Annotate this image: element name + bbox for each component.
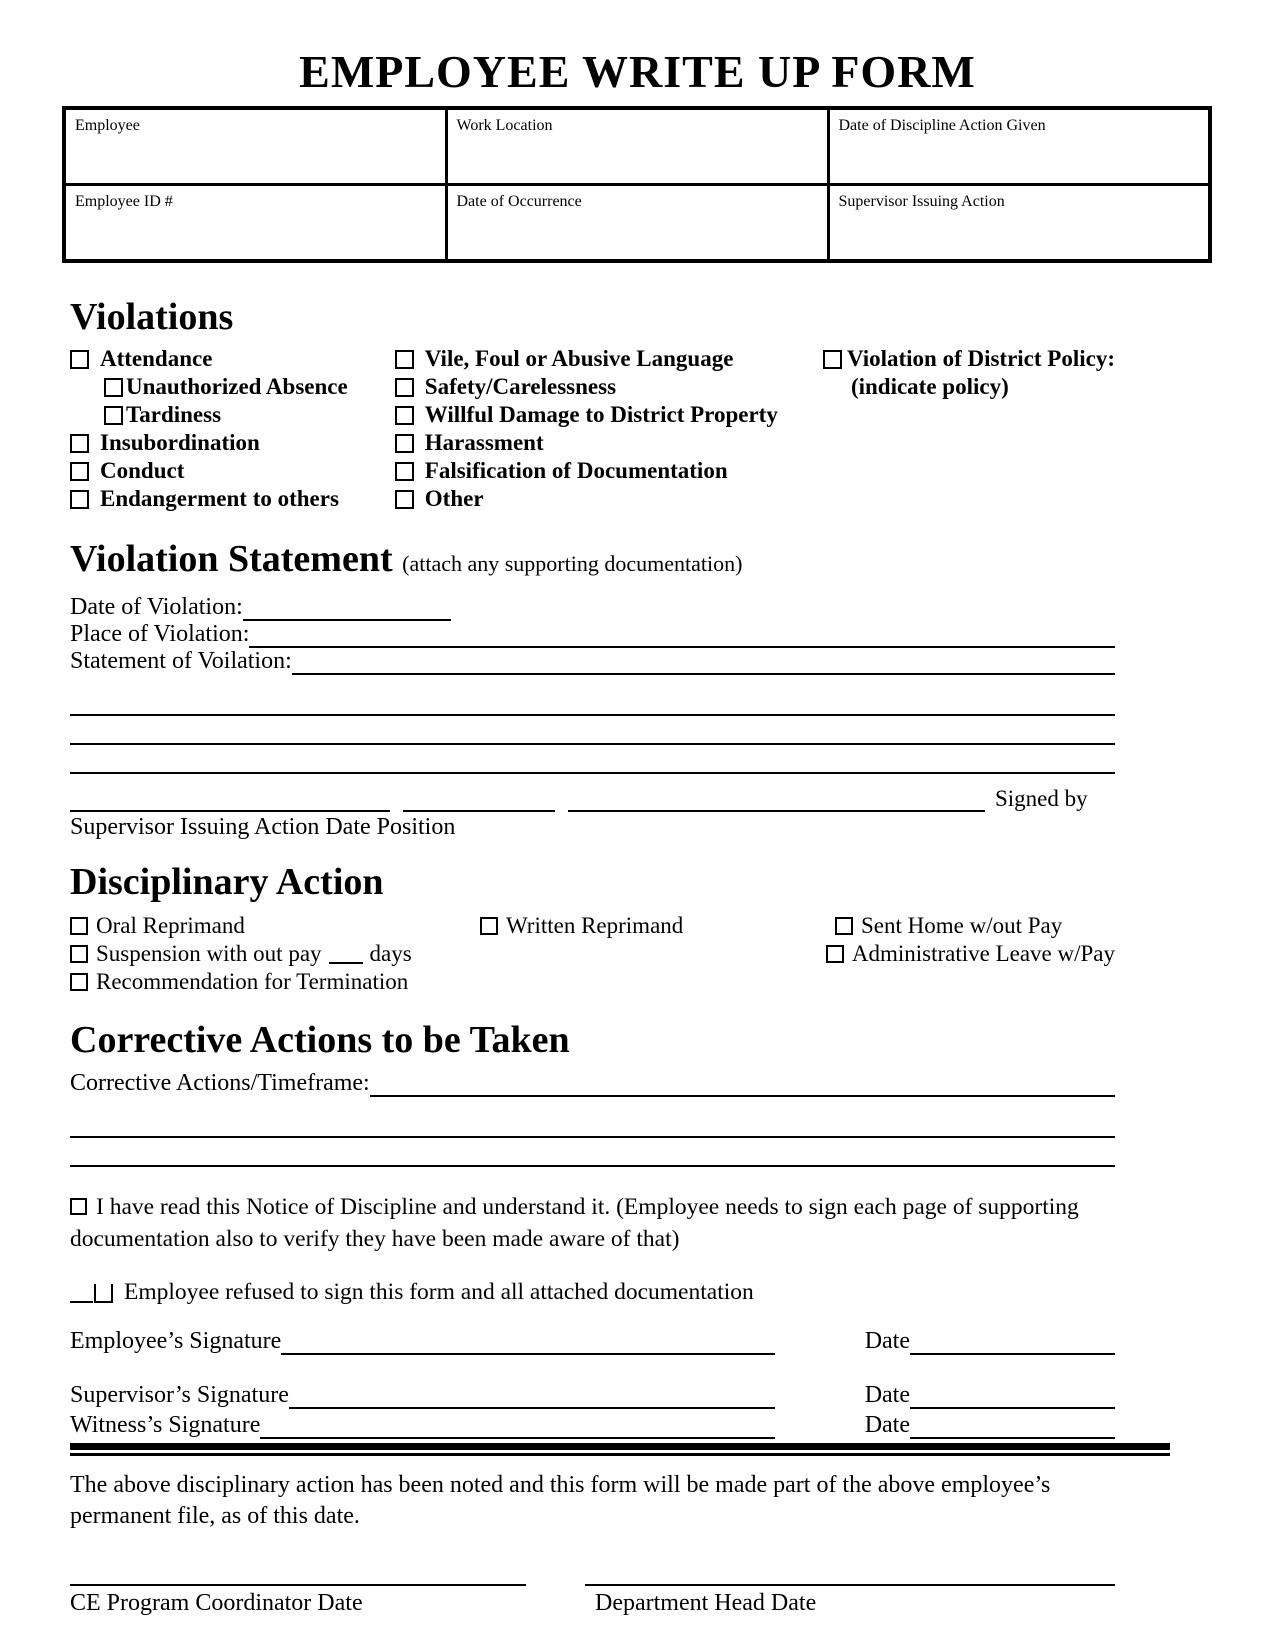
checkbox-written-reprimand[interactable] — [480, 917, 498, 935]
disciplinary-action-heading: Disciplinary Action — [70, 861, 384, 903]
violations-heading: Violations — [70, 296, 234, 338]
checkbox-refused-to-sign[interactable] — [70, 1281, 116, 1303]
date-of-violation-label: Date of Violation: — [70, 594, 243, 620]
supervisor-position-input[interactable] — [568, 788, 985, 812]
corrective-timeframe-input[interactable] — [370, 1073, 1115, 1097]
checkbox-safety-carelessness[interactable] — [395, 378, 414, 397]
witness-signature-label: Witness’s Signature — [70, 1412, 261, 1438]
violation-label: Other — [424, 486, 484, 511]
violation-item — [823, 345, 1115, 373]
disciplinary-row-1 — [70, 912, 1115, 940]
violations-column-3 — [823, 345, 1115, 513]
violation-item — [395, 345, 823, 373]
violation-label: Endangerment to others — [100, 486, 339, 511]
supervisor-signature-label: Supervisor’s Signature — [70, 1382, 289, 1408]
date-of-occurrence-field-cell[interactable] — [446, 185, 828, 262]
checkbox-suspension[interactable] — [70, 945, 88, 963]
department-head-label: Department Head Date — [595, 1590, 817, 1616]
violation-item — [70, 345, 395, 373]
employee-field-cell[interactable] — [64, 108, 446, 185]
violation-label: Harassment — [424, 430, 544, 455]
footer-note: The above disciplinary action has been noted and this form will be made part of the above employee’s permanent file, as of this date. — [70, 1472, 1051, 1529]
checkbox-tardiness[interactable] — [104, 406, 123, 425]
supervisor-signature-row-2 — [70, 1381, 1115, 1409]
employee-signature-row — [70, 1327, 1115, 1355]
header-table-row — [64, 108, 1210, 185]
violation-label: Insubordination — [100, 430, 260, 455]
checkbox-sent-home[interactable] — [835, 917, 853, 935]
violation-label: Vile, Foul or Abusive Language — [424, 346, 734, 371]
disciplinary-row-3 — [70, 968, 1115, 996]
employee-signature-label: Employee’s Signature — [70, 1328, 282, 1354]
corrective-actions-heading: Corrective Actions to be Taken — [70, 1019, 570, 1061]
supervisor-date-input-2[interactable] — [910, 1385, 1115, 1409]
corrective-timeframe-row — [70, 1070, 1115, 1097]
employee-field-label: Employee — [75, 117, 140, 134]
violation-item — [395, 373, 823, 401]
disciplinary-item — [826, 941, 1115, 967]
violations-column-2 — [395, 345, 823, 513]
read-notice-paragraph — [70, 1191, 1115, 1255]
supervisor-date-input[interactable] — [403, 788, 555, 812]
violation-label: Tardiness — [126, 402, 222, 427]
violations-section — [70, 345, 1115, 513]
checkbox-oral-reprimand[interactable] — [70, 917, 88, 935]
department-head-signature-input[interactable] — [585, 1562, 1115, 1586]
disciplinary-item — [835, 913, 1062, 939]
checkbox-falsification[interactable] — [395, 462, 414, 481]
checkbox-district-policy[interactable] — [823, 350, 842, 369]
witness-signature-input[interactable] — [260, 1415, 774, 1439]
supervisor-signature-input[interactable] — [289, 1385, 775, 1409]
statement-of-violation-input[interactable] — [292, 651, 1115, 675]
supervisor-issuing-field-cell[interactable] — [828, 185, 1210, 262]
statement-extra-line-2[interactable] — [70, 716, 1115, 745]
supervisor-date-label: Date — [864, 1382, 910, 1408]
place-of-violation-label: Place of Violation: — [70, 621, 250, 647]
disciplinary-label: Sent Home w/out Pay — [861, 913, 1063, 938]
supervisor-issuing-field-label: Supervisor Issuing Action — [838, 193, 1005, 210]
violation-statement-heading-text: Violation Statement — [70, 538, 393, 580]
disciplinary-label: Administrative Leave w/Pay — [851, 941, 1115, 966]
witness-date-input[interactable] — [910, 1415, 1115, 1439]
violation-label: Attendance — [100, 346, 213, 371]
disciplinary-item — [480, 913, 835, 939]
checkbox-harassment[interactable] — [395, 434, 414, 453]
checkbox-administrative-leave[interactable] — [826, 945, 844, 963]
refused-to-sign-text: Employee refused to sign this form and all attached documentation — [124, 1278, 754, 1305]
witness-date-label: Date — [864, 1412, 910, 1438]
corrective-timeframe-label: Corrective Actions/Timeframe: — [70, 1070, 370, 1096]
corrective-extra-line-1[interactable] — [70, 1109, 1115, 1138]
violation-item — [395, 401, 823, 429]
violation-label: Violation of District Policy: — [846, 346, 1115, 371]
place-of-violation-row — [70, 621, 1115, 648]
violation-label: Unauthorized Absence — [126, 374, 348, 399]
signed-by-label: Signed by — [995, 786, 1088, 811]
header-table-row — [64, 185, 1210, 262]
district-policy-note: (indicate policy) — [850, 374, 1009, 399]
statement-of-violation-row — [70, 648, 1115, 675]
header-table — [62, 106, 1212, 263]
disciplinary-label: Recommendation for Termination — [96, 969, 409, 994]
statement-extra-line-1[interactable] — [70, 687, 1115, 716]
date-of-occurrence-field-label: Date of Occurrence — [456, 193, 582, 210]
refused-to-sign-row — [70, 1277, 1115, 1307]
corrective-extra-line-2[interactable] — [70, 1138, 1115, 1167]
employee-id-field-label: Employee ID # — [75, 193, 173, 210]
supervisor-signature-caption: Supervisor Issuing Action Date Position — [70, 814, 456, 840]
violation-label: Falsification of Documentation — [424, 458, 728, 483]
employee-date-label: Date — [864, 1328, 910, 1354]
disciplinary-row-2 — [70, 940, 1115, 968]
checkbox-attendance[interactable] — [70, 350, 89, 369]
coordinator-label: CE Program Coordinator Date — [70, 1590, 363, 1616]
work-location-field-label: Work Location — [456, 117, 553, 134]
violation-item — [395, 429, 823, 457]
disciplinary-label: Written Reprimand — [506, 913, 684, 938]
bottom-signature-labels — [70, 1588, 1115, 1618]
violation-item — [395, 457, 823, 485]
date-discipline-action-field-label: Date of Discipline Action Given — [838, 117, 1046, 134]
violation-item — [104, 373, 395, 401]
section-divider-rule — [70, 1443, 1170, 1456]
checkbox-unauthorized-absence[interactable] — [104, 378, 123, 397]
checkbox-willful-damage[interactable] — [395, 406, 414, 425]
violation-statement-heading-note: (attach any supporting documentation) — [402, 551, 743, 576]
violation-item — [70, 457, 395, 485]
checkbox-insubordination[interactable] — [70, 434, 89, 453]
statement-of-violation-label: Statement of Voilation: — [70, 648, 292, 674]
disciplinary-label-days: days — [369, 941, 412, 966]
violation-label: Safety/Carelessness — [424, 374, 617, 399]
supervisor-issuing-action-input[interactable] — [70, 788, 390, 812]
suspension-days-input[interactable] — [329, 944, 363, 964]
place-of-violation-input[interactable] — [249, 624, 1115, 648]
page-title: EMPLOYEE WRITE UP FORM — [299, 46, 976, 97]
checkbox-termination[interactable] — [70, 973, 88, 991]
violation-statement-heading — [70, 539, 1115, 584]
date-of-violation-input[interactable] — [243, 597, 451, 621]
checkbox-other[interactable] — [395, 490, 414, 509]
supervisor-signature-row — [70, 786, 1115, 812]
violation-item — [395, 485, 823, 513]
employee-id-field-cell[interactable] — [64, 185, 446, 262]
date-of-violation-row — [70, 594, 1115, 621]
date-discipline-action-field-cell[interactable] — [828, 108, 1210, 185]
work-location-field-cell[interactable] — [446, 108, 828, 185]
checkbox-endangerment[interactable] — [70, 490, 89, 509]
disciplinary-item — [70, 941, 475, 967]
violation-item — [104, 401, 395, 429]
violation-label: Conduct — [100, 458, 185, 483]
statement-extra-line-3[interactable] — [70, 745, 1115, 774]
checkbox-vile-foul-abusive-language[interactable] — [395, 350, 414, 369]
violation-item — [70, 429, 395, 457]
disciplinary-item — [70, 913, 480, 939]
disciplinary-label: Oral Reprimand — [96, 913, 245, 938]
coordinator-signature-input[interactable] — [70, 1562, 526, 1586]
checkbox-read-notice[interactable] — [70, 1198, 87, 1215]
checkbox-conduct[interactable] — [70, 462, 89, 481]
disciplinary-label: Suspension with out pay — [96, 941, 322, 966]
disciplinary-item — [70, 969, 480, 995]
violation-item — [70, 485, 395, 513]
violation-label: Willful Damage to District Property — [424, 402, 778, 427]
violations-column-1 — [70, 345, 395, 513]
witness-signature-row — [70, 1411, 1115, 1439]
read-notice-text: I have read this Notice of Discipline and understand it. (Employee needs to sign each page of supporting documentation also to verify they have been made aware of that) — [70, 1194, 1079, 1252]
employee-date-input[interactable] — [910, 1331, 1115, 1355]
bottom-signature-lines — [70, 1562, 1115, 1586]
employee-signature-input[interactable] — [281, 1331, 774, 1355]
